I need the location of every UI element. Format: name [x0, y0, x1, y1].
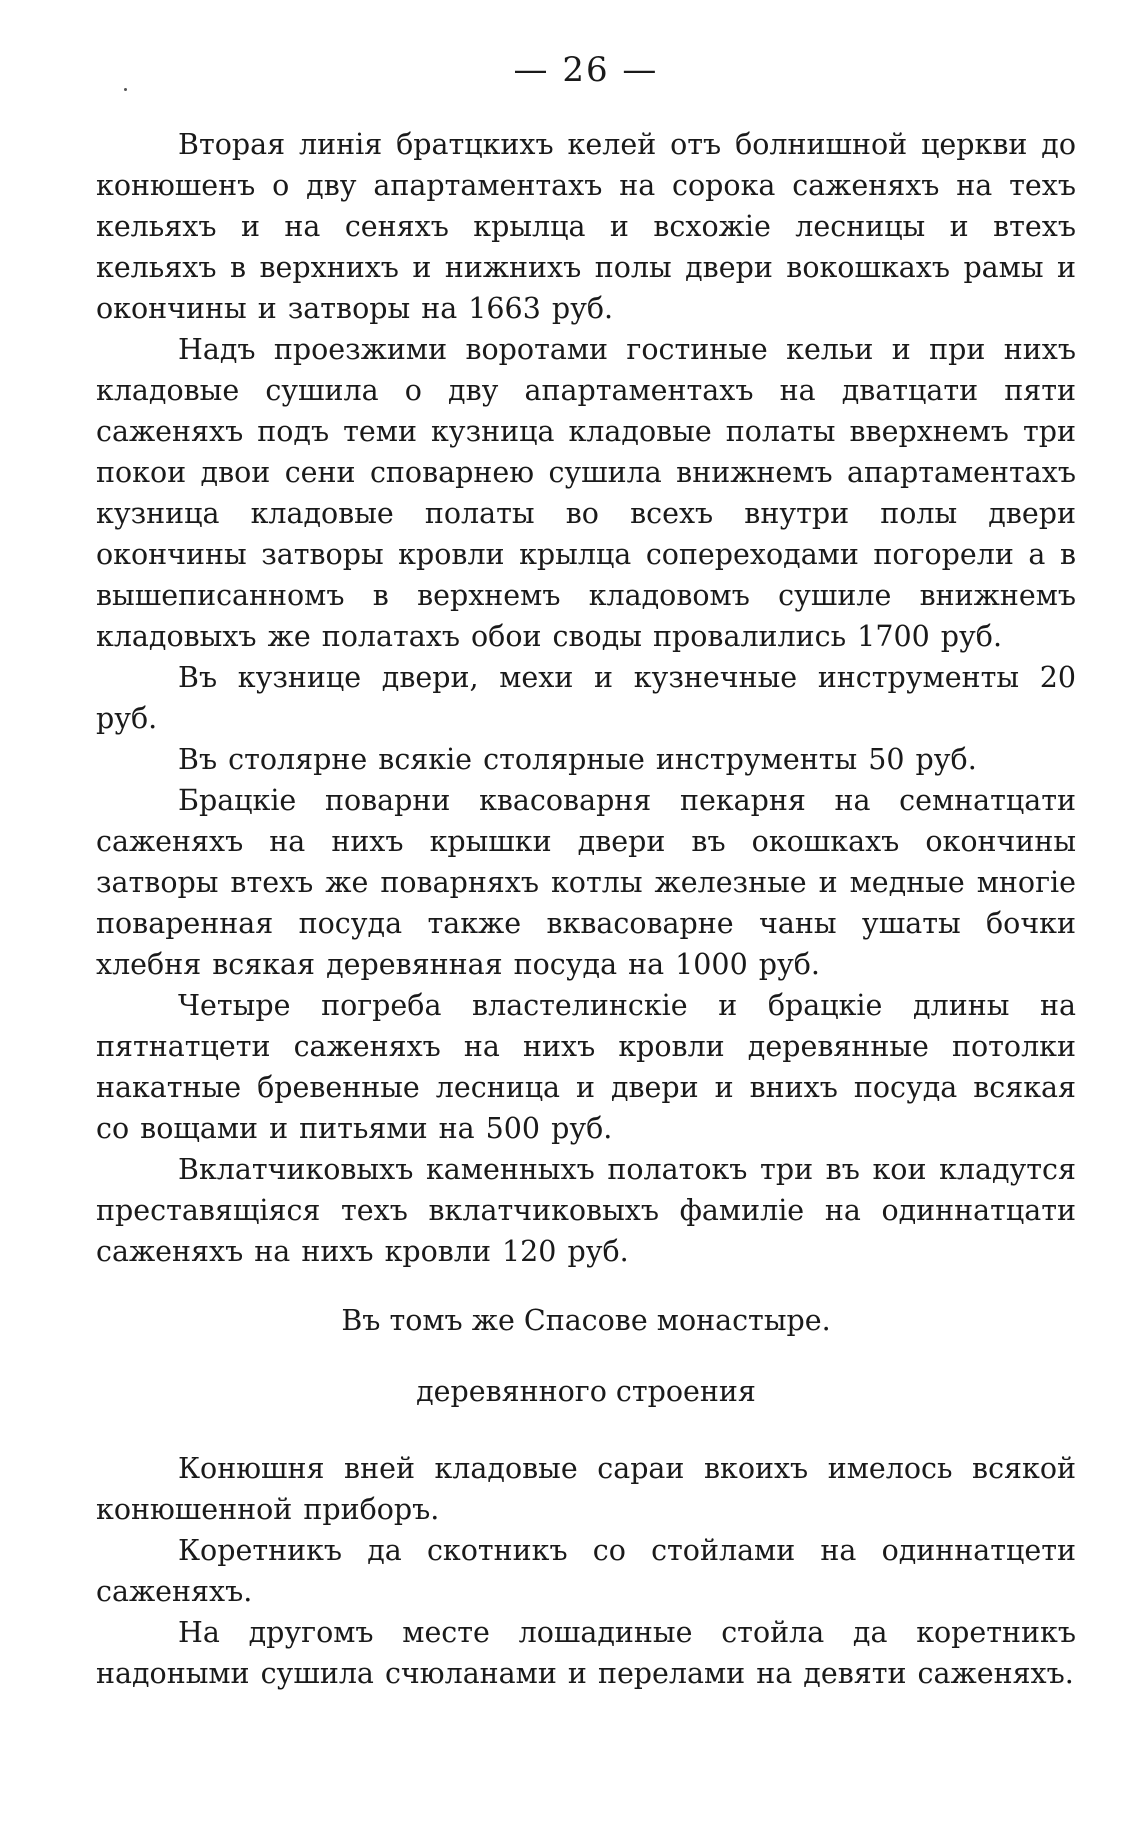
paragraph-horse-stalls: На другомъ месте лошадиные стойла да коретникъ надоными сушила счюланами и перелами на девяти саженяхъ. — [96, 1616, 1076, 1690]
page-number: — 26 — — [513, 50, 659, 90]
document-page — [96, 50, 1076, 1694]
paragraph-kitchens: Брацкіе поварни квасоварня пекарня на семнатцати саженяхъ на нихъ крышки двери въ окошкахъ окончины затворы втехъ же поварняхъ котлы железные и медные многіе поваренная посуда также вквасоварне чаны ушаты бочки хлебня всякая деревянная посуда на 1000 руб. — [96, 784, 1076, 981]
paragraph-brotherhood-cells: Вторая линія братцкихъ келей отъ болнишной церкви до конюшенъ о дву апартаментахъ на сорока саженяхъ на техъ кельяхъ и на сеняхъ крылца и всхожіе лесницы и втехъ кельяхъ в верхнихъ и нижнихъ полы двери вокошкахъ рамы и окончины и затворы на 1663 руб. — [96, 128, 1076, 325]
section-heading-monastery: Въ томъ же Спасове монастыре. — [341, 1304, 831, 1337]
paragraph-cellars: Четыре погреба властелинскіе и брацкіе длины на пятнатцети саженяхъ на нихъ кровли деревянные потолки накатные бревенные лесница и двери и внихъ посуда всякая со вощами и питьями на 500 руб. — [96, 989, 1076, 1145]
paragraph-stable: Конюшня вней кладовые сараи вкоихъ имелось всякой конюшенной приборъ. — [96, 1452, 1076, 1526]
section-subheading-wooden-buildings: деревянного строения — [416, 1375, 756, 1408]
paragraph-carpentry: Въ столярне всякіе столярные инструменты 50 руб. — [178, 743, 977, 776]
paragraph-smithy: Въ кузнице двери, мехи и кузнечные инструменты 20 руб. — [96, 661, 1076, 735]
paragraph-stone-chambers: Вклатчиковыхъ каменныхъ полатокъ три въ кои кладутся преставящіяся техъ вклатчиковыхъ фамиліе на одиннатцати саженяхъ на нихъ кровли 120 руб. — [96, 1153, 1076, 1268]
paragraph-gate-guest-cells: Надъ проезжими воротами гостиные кельи и при нихъ кладовые сушила о дву апартаментахъ на дватцати пяти саженяхъ подъ теми кузница кладовые полаты вверхнемъ три покои двои сени споварнею сушила внижнемъ апартаментахъ кузница кладовые полаты во всехъ внутри полы двери окончины затворы кровли крылца сопереходами погорели а в вышеписанномъ в верхнемъ кладовомъ сушиле внижнемъ кладовыхъ же полатахъ обои своды провалились 1700 руб. — [96, 333, 1076, 653]
paragraph-carriage-house: Коретникъ да скотникъ со стойлами на одиннатцети саженяхъ. — [96, 1534, 1076, 1608]
